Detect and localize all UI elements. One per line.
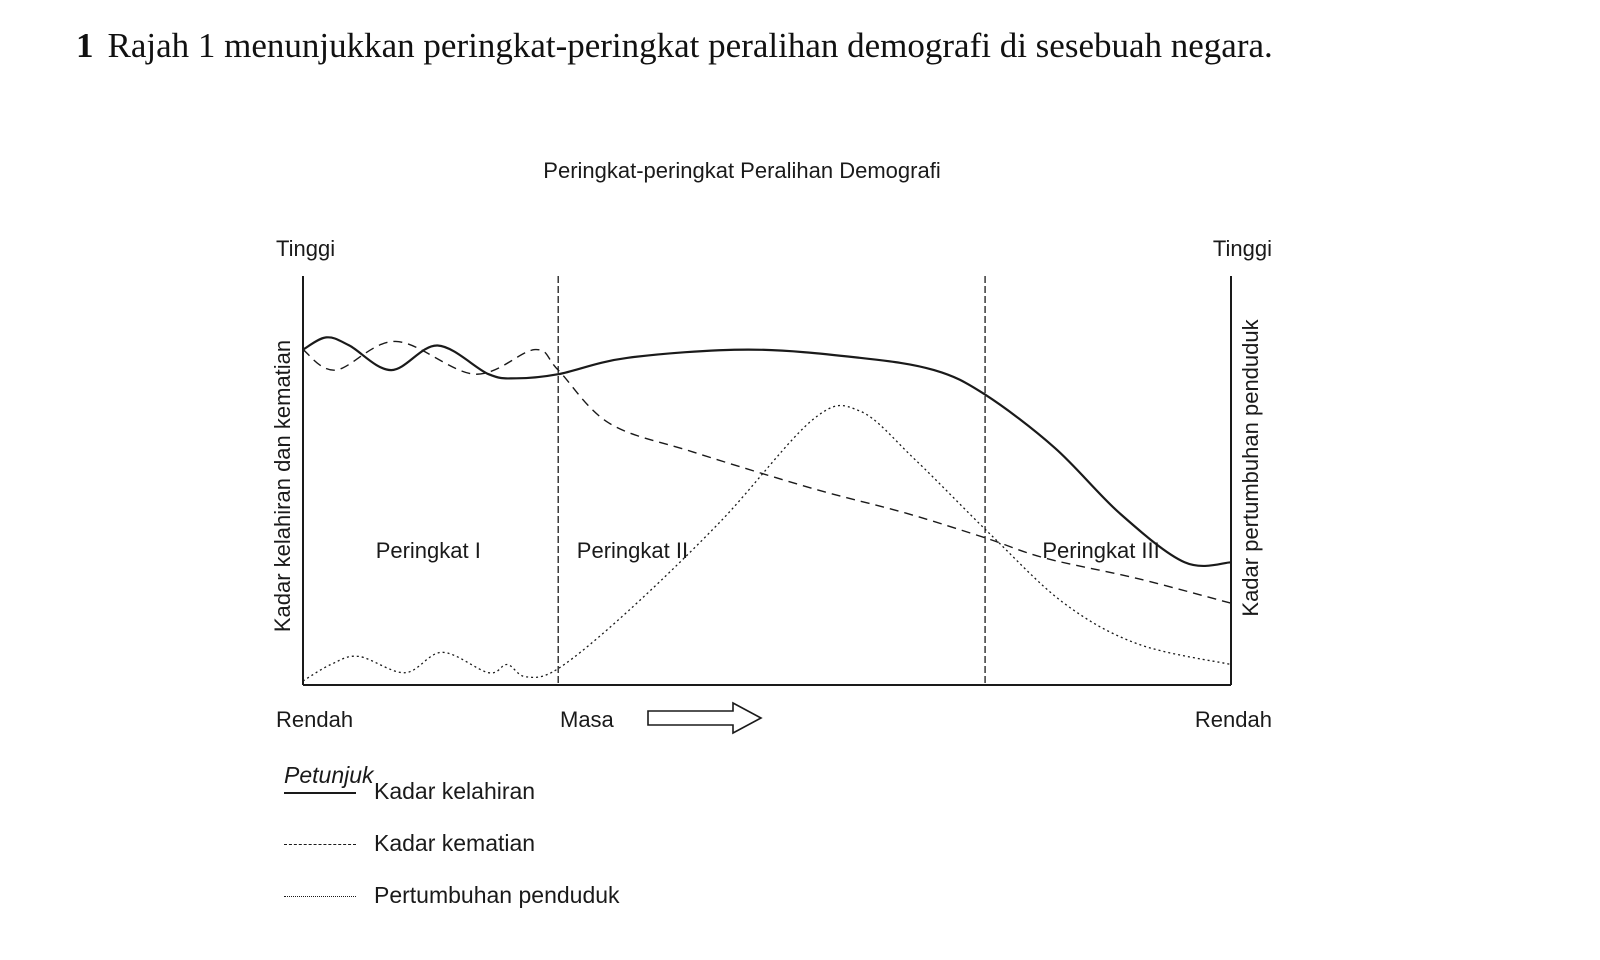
y-bottom-label-left: Rendah: [276, 707, 354, 732]
chart-title: Peringkat-peringkat Peralihan Demografi: [543, 158, 941, 183]
x-axis-label: Masa: [560, 707, 614, 732]
legend-item: [284, 830, 704, 860]
stage-label-3: Peringkat III: [1042, 538, 1160, 564]
stage-label-2: Peringkat II: [576, 538, 689, 564]
stage-label-1: Peringkat I: [375, 538, 481, 564]
y-bottom-label-right: Rendah: [1194, 707, 1272, 732]
y-top-label-left: Tinggi: [276, 236, 336, 261]
series-kadar-kelahiran: [303, 337, 1231, 566]
legend-label: Kadar kematian: [374, 830, 536, 856]
y-top-label-right: Tinggi: [1212, 236, 1272, 261]
legend-label: Pertumbuhan penduduk: [374, 882, 620, 908]
y-axis-label-left: Kadar kelahiran dan kematian: [270, 339, 295, 633]
legend-title: Petunjuk: [284, 762, 374, 788]
question-number: 1: [76, 26, 94, 65]
dashed-line-swatch: [284, 844, 356, 845]
y-axis-label-right: Kadar pertumbuhan penduduk: [1238, 319, 1263, 617]
legend-label: Kadar kelahiran: [374, 778, 536, 804]
question-body: Rajah 1 menunjukkan peringkat-peringkat peralihan demografi di sesebuah negara.: [107, 26, 1273, 65]
series-kadar-kematian: [303, 341, 1231, 603]
solid-line-swatch: [284, 792, 356, 794]
time-arrow-icon: [648, 703, 761, 733]
legend-item: [284, 882, 704, 912]
legend-item: [284, 778, 704, 808]
dotted-line-swatch: [284, 896, 356, 897]
